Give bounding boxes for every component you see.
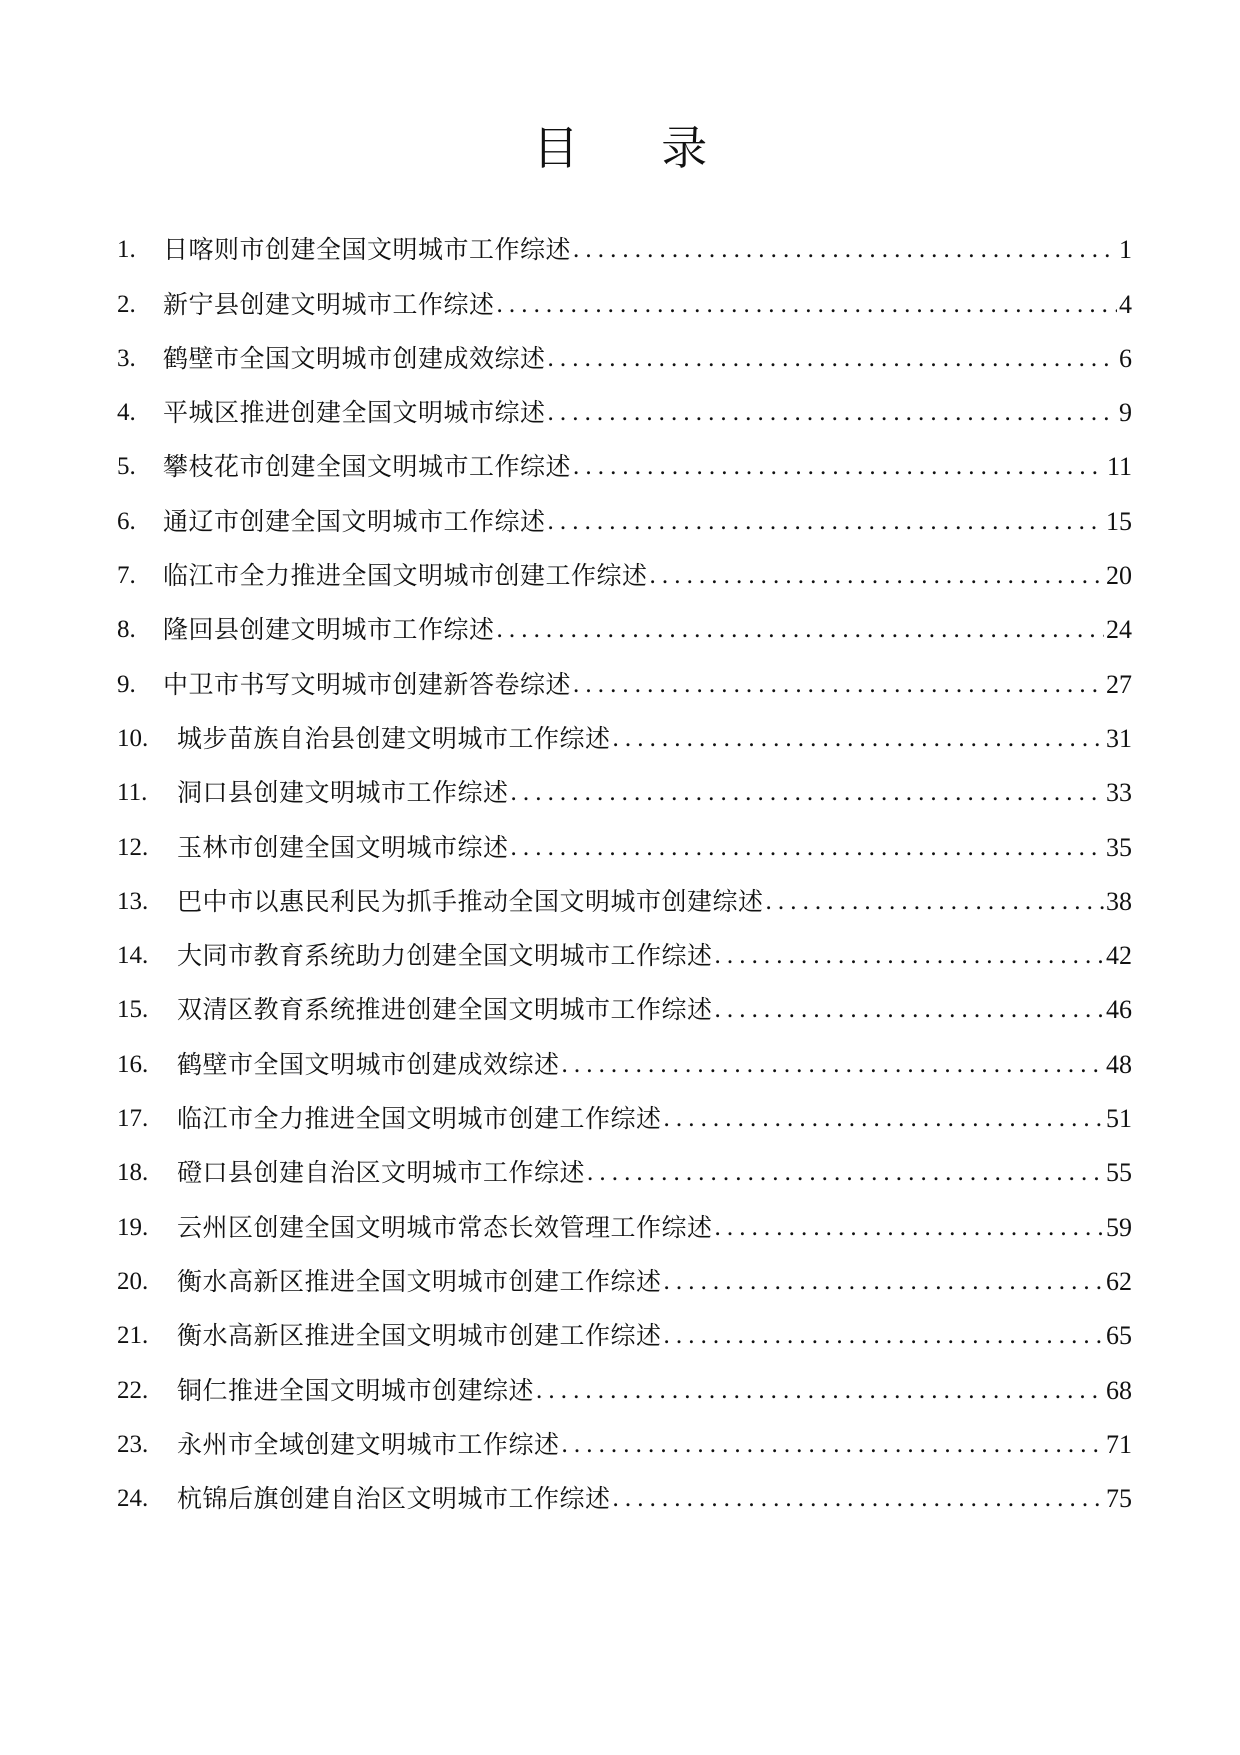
toc-entry-page-number: 35 (1106, 832, 1132, 862)
toc-entry-title: 洞口县创建文明城市工作综述 (177, 778, 509, 808)
toc-entry-number: 5. (117, 453, 136, 481)
toc-entry-title: 磴口县创建自治区文明城市工作综述 (177, 1158, 586, 1188)
toc-entry-page-number: 46 (1106, 995, 1132, 1025)
toc-entry-title: 平城区推进创建全国文明城市综述 (163, 398, 546, 428)
toc-entry-page-number: 59 (1106, 1212, 1132, 1242)
toc-entry-title: 大同市教育系统助力创建全国文明城市工作综述 (177, 941, 713, 971)
toc-entry-title: 巴中市以惠民利民为抓手推动全国文明城市创建综述 (177, 886, 764, 916)
toc-dot-leader (713, 1210, 1104, 1246)
toc-entry[interactable] (117, 974, 1132, 1028)
toc-entry[interactable] (117, 1354, 1132, 1408)
toc-entry-title: 杭锦后旗创建自治区文明城市工作综述 (177, 1484, 611, 1514)
toc-entry-page-number: 65 (1106, 1321, 1132, 1351)
toc-entry-number: 2. (117, 290, 136, 318)
toc-dot-leader (662, 1264, 1104, 1300)
toc-entry[interactable] (117, 594, 1132, 648)
toc-entry[interactable] (117, 1409, 1132, 1463)
toc-dot-leader (546, 395, 1117, 431)
toc-entry[interactable] (117, 540, 1132, 594)
toc-entry-number: 13. (117, 887, 149, 915)
toc-entry[interactable] (117, 757, 1132, 811)
toc-dot-leader (764, 884, 1104, 920)
toc-entry-page-number: 9 (1119, 398, 1132, 428)
toc-entry-title: 衡水高新区推进全国文明城市创建工作综述 (177, 1321, 662, 1351)
toc-entry[interactable] (117, 866, 1132, 920)
toc-dot-leader (546, 504, 1104, 540)
toc-entry-title: 鹤壁市全国文明城市创建成效综述 (177, 1049, 560, 1079)
toc-entry-title: 城步苗族自治县创建文明城市工作综述 (177, 723, 611, 753)
toc-entry-number: 4. (117, 399, 136, 427)
toc-entry-number: 18. (117, 1159, 149, 1187)
table-of-contents (117, 214, 1132, 1517)
toc-entry[interactable] (117, 323, 1132, 377)
toc-entry[interactable] (117, 1191, 1132, 1245)
toc-dot-leader (509, 830, 1104, 866)
toc-dot-leader (560, 1047, 1104, 1083)
toc-entry-page-number: 24 (1106, 615, 1132, 645)
toc-entry-number: 23. (117, 1430, 149, 1458)
toc-entry[interactable] (117, 377, 1132, 431)
toc-entry[interactable] (117, 1137, 1132, 1191)
toc-entry-number: 1. (117, 236, 136, 264)
toc-entry-number: 15. (117, 996, 149, 1024)
toc-entry-title: 临江市全力推进全国文明城市创建工作综述 (163, 561, 648, 591)
toc-entry-page-number: 4 (1119, 289, 1132, 319)
toc-entry[interactable] (117, 268, 1132, 322)
toc-entry-number: 3. (117, 344, 136, 372)
toc-entry-number: 8. (117, 616, 136, 644)
toc-entry-number: 24. (117, 1485, 149, 1513)
toc-dot-leader (611, 721, 1104, 757)
toc-dot-leader (713, 992, 1104, 1028)
toc-entry-title: 新宁县创建文明城市工作综述 (163, 289, 495, 319)
toc-dot-leader (546, 341, 1117, 377)
page-title: 目 录 (532, 121, 742, 175)
toc-entry-title: 双清区教育系统推进创建全国文明城市工作综述 (177, 995, 713, 1025)
toc-dot-leader (495, 612, 1104, 648)
toc-dot-leader (648, 558, 1104, 594)
toc-entry-title: 玉林市创建全国文明城市综述 (177, 832, 509, 862)
toc-entry-page-number: 31 (1106, 723, 1132, 753)
toc-entry-number: 7. (117, 562, 136, 590)
toc-entry-title: 鹤壁市全国文明城市创建成效综述 (163, 343, 546, 373)
toc-entry-title: 日喀则市创建全国文明城市工作综述 (163, 235, 572, 265)
toc-entry-page-number: 6 (1119, 343, 1132, 373)
toc-entry-page-number: 20 (1106, 561, 1132, 591)
toc-dot-leader (585, 1155, 1104, 1191)
toc-entry[interactable] (117, 811, 1132, 865)
toc-entry-page-number: 33 (1106, 778, 1132, 808)
toc-entry-number: 14. (117, 942, 149, 970)
toc-entry-number: 16. (117, 1050, 149, 1078)
toc-entry[interactable] (117, 1028, 1132, 1082)
toc-entry-title: 中卫市书写文明城市创建新答卷综述 (163, 669, 572, 699)
toc-entry[interactable] (117, 214, 1132, 268)
toc-dot-leader (611, 1481, 1104, 1517)
toc-entry-page-number: 42 (1106, 941, 1132, 971)
toc-entry-number: 21. (117, 1322, 149, 1350)
toc-dot-leader (571, 449, 1105, 485)
toc-entry[interactable] (117, 1246, 1132, 1300)
toc-entry[interactable] (117, 920, 1132, 974)
toc-entry-number: 9. (117, 670, 136, 698)
toc-dot-leader (495, 287, 1117, 323)
toc-entry[interactable] (117, 485, 1132, 539)
toc-entry-number: 10. (117, 724, 149, 752)
toc-entry-number: 12. (117, 833, 149, 861)
toc-dot-leader (662, 1101, 1104, 1137)
toc-entry-page-number: 11 (1106, 452, 1132, 482)
toc-entry-number: 19. (117, 1213, 149, 1241)
toc-entry-page-number: 71 (1106, 1429, 1132, 1459)
toc-entry[interactable] (117, 1300, 1132, 1354)
toc-entry-page-number: 62 (1106, 1266, 1132, 1296)
toc-entry-title: 攀枝花市创建全国文明城市工作综述 (163, 452, 572, 482)
toc-entry-title: 衡水高新区推进全国文明城市创建工作综述 (177, 1266, 662, 1296)
toc-entry[interactable] (117, 431, 1132, 485)
toc-entry-title: 临江市全力推进全国文明城市创建工作综述 (177, 1104, 662, 1134)
toc-dot-leader (560, 1427, 1104, 1463)
toc-entry-page-number: 15 (1106, 506, 1132, 536)
toc-entry-page-number: 27 (1106, 669, 1132, 699)
toc-entry-number: 6. (117, 507, 136, 535)
toc-entry-page-number: 48 (1106, 1049, 1132, 1079)
toc-entry-page-number: 55 (1106, 1158, 1132, 1188)
toc-dot-leader (713, 938, 1104, 974)
toc-entry-number: 20. (117, 1267, 149, 1295)
toc-entry-page-number: 75 (1106, 1484, 1132, 1514)
toc-entry-number: 17. (117, 1105, 149, 1133)
toc-entry-number: 22. (117, 1376, 149, 1404)
toc-entry[interactable] (117, 703, 1132, 757)
toc-dot-leader (509, 775, 1104, 811)
toc-entry-page-number: 51 (1106, 1104, 1132, 1134)
toc-entry-title: 通辽市创建全国文明城市工作综述 (163, 506, 546, 536)
toc-entry[interactable] (117, 1083, 1132, 1137)
toc-entry-number: 11. (117, 779, 148, 807)
toc-entry-page-number: 38 (1106, 886, 1132, 916)
toc-entry-title: 永州市全域创建文明城市工作综述 (177, 1429, 560, 1459)
toc-entry[interactable] (117, 648, 1132, 702)
toc-entry-page-number: 68 (1106, 1375, 1132, 1405)
toc-dot-leader (662, 1318, 1104, 1354)
toc-dot-leader (571, 232, 1117, 268)
toc-dot-leader (534, 1373, 1104, 1409)
toc-dot-leader (571, 667, 1104, 703)
toc-entry-title: 云州区创建全国文明城市常态长效管理工作综述 (177, 1212, 713, 1242)
toc-entry-title: 铜仁推进全国文明城市创建综述 (177, 1375, 535, 1405)
toc-entry-title: 隆回县创建文明城市工作综述 (163, 615, 495, 645)
toc-entry[interactable] (117, 1463, 1132, 1517)
toc-entry-page-number: 1 (1119, 235, 1132, 265)
